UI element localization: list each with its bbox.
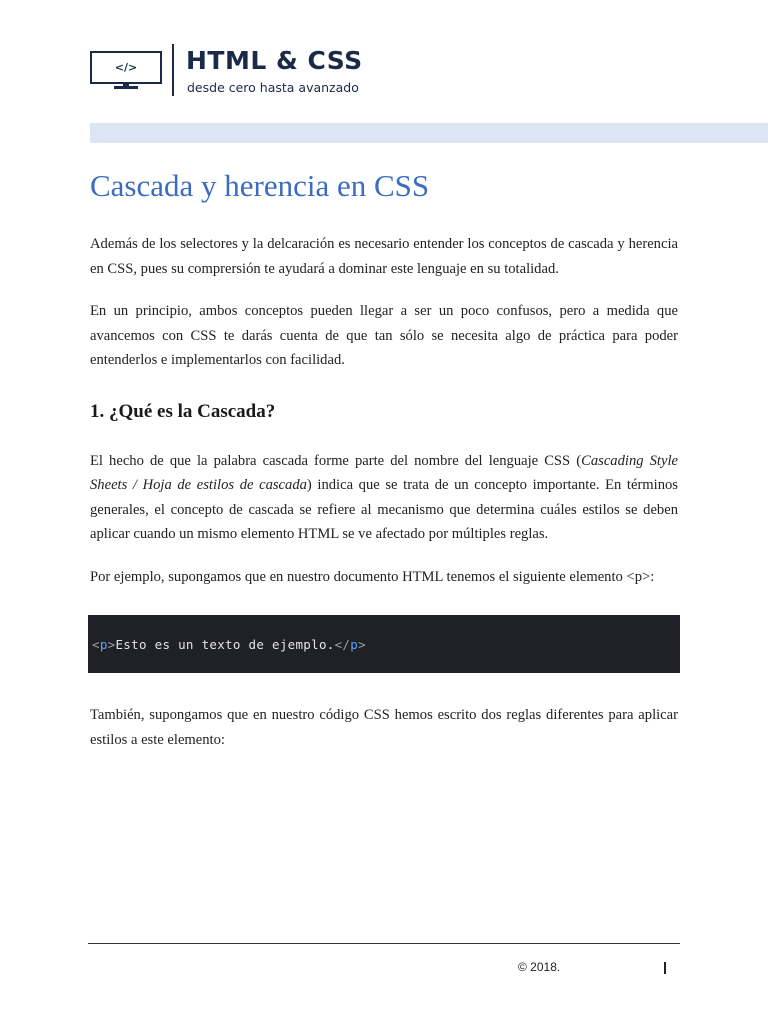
code-close-lt: </ xyxy=(334,636,351,652)
code-close-tag: p xyxy=(350,636,359,652)
intro-paragraph: Además de los selectores y la delcaración es necesario entender los conceptos de cascada y herencia en CSS, pues su comprersión te ayudará a dominar este lenguaje en su totalidad. xyxy=(90,236,678,277)
rules-paragraph: También, supongamos que en nuestro código CSS hemos escrito dos reglas diferentes para aplicar estilos a este elemento: xyxy=(90,707,678,748)
code-open-lt: < xyxy=(92,636,100,652)
code-close-gt: > xyxy=(358,636,366,652)
footer-copyright: © 2018. xyxy=(518,960,561,974)
cascade-italic-name: Cascading Style Sheets / Hoja de estilos de cascada xyxy=(90,452,678,493)
monitor-code-icon xyxy=(90,51,162,84)
logo-code-glyph: </> xyxy=(114,61,138,74)
footer-divider xyxy=(88,943,680,944)
document-header xyxy=(90,44,410,100)
monitor-stand xyxy=(114,86,138,89)
code-open-gt: > xyxy=(107,636,116,652)
code-open-tag: p xyxy=(99,636,108,652)
header-divider xyxy=(172,44,174,96)
cascade-text-after: ) indica que se trata de un concepto importante. En términos generales, el concepto de cascada se refiere al mecanismo que determina cuáles estilos se deben aplicar cuando un mismo elemento HTML se ve afectado por múltiples reglas. xyxy=(90,477,678,542)
section-heading-cascada: 1. ¿Qué es la Cascada? xyxy=(90,400,276,422)
cascade-text-before: El hecho de que la palabra cascada forme parte del nombre del lenguaje CSS ( xyxy=(90,452,582,469)
example-paragraph: Por ejemplo, supongamos que en nuestro documento HTML tenemos el siguiente elemento <p>: xyxy=(90,568,655,585)
code-block xyxy=(88,615,680,673)
second-paragraph: En un principio, ambos conceptos pueden llegar a ser un poco confusos, pero a medida que avancemos con CSS te darás cuenta de que tan sólo se necesita algo de práctica para poder entenderlos e implementarlos con facilidad. xyxy=(90,303,678,368)
brand-title: HTML & CSS xyxy=(186,46,363,75)
article-title: Cascada y herencia en CSS xyxy=(90,168,430,203)
header-band xyxy=(90,123,768,143)
footer-separator-bar xyxy=(664,962,666,974)
article-body xyxy=(90,166,678,752)
cascade-paragraph xyxy=(90,449,678,547)
brand-subtitle: desde cero hasta avanzado xyxy=(187,80,359,95)
code-text: Esto es un texto de ejemplo. xyxy=(115,636,335,652)
